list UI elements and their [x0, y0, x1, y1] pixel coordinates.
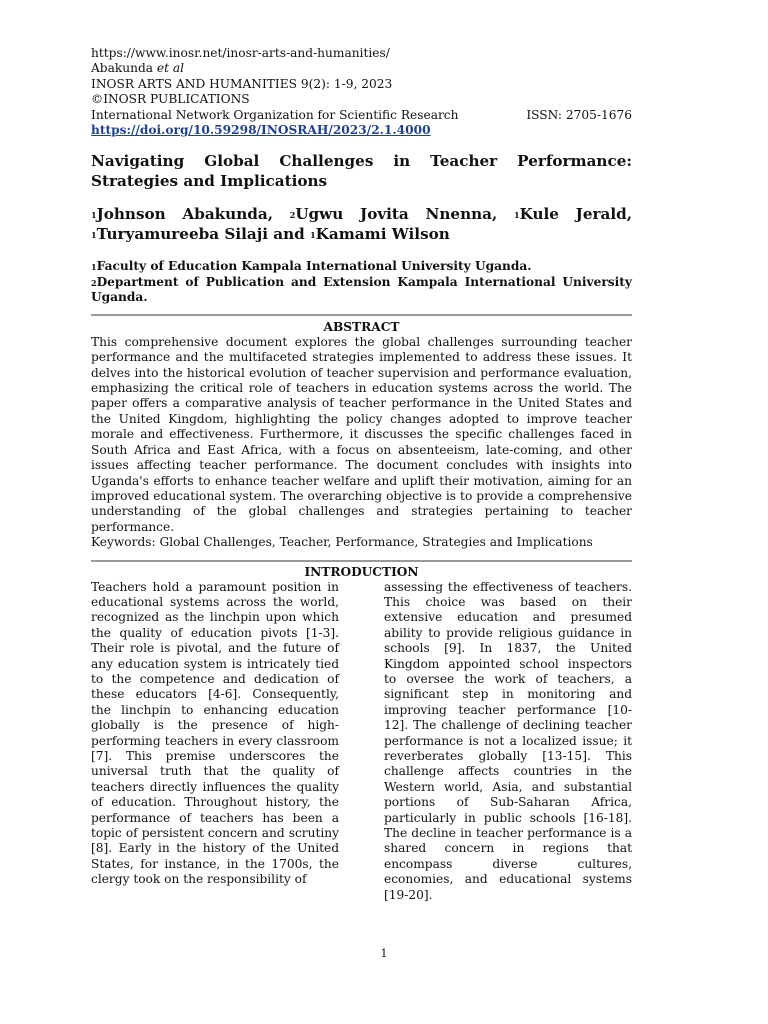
author-name: Kamami Wilson [315, 224, 450, 243]
issn: ISSN: 2705-1676 [526, 107, 632, 122]
org-issn-row [91, 108, 632, 123]
keywords: Keywords: Global Challenges, Teacher, Performance, Strategies and Implications [91, 535, 593, 550]
two-column-body [91, 580, 632, 904]
author-short: Abakunda [91, 61, 154, 76]
author-list [91, 205, 632, 244]
affiliation [91, 275, 632, 306]
affiliation-text: Faculty of Education Kampala International University Uganda. [96, 259, 532, 274]
author-sup: 1 [91, 210, 97, 221]
organization: International Network Organization for Scientific Research [91, 107, 459, 122]
author-sup: 2 [289, 210, 296, 221]
author-sup: 1 [310, 229, 316, 240]
abstract-body: This comprehensive document explores the global challenges surrounding teacher performance and the multifaceted strategies implemented to address these issues. It delves into the historical evolution of teacher supervision and performance evaluation, emphasizing the critical role of teachers in education systems across the world. The paper offers a comparative analysis of teacher performance in the United States and the United Kingdom, highlighting the policy changes adopted to improve teacher morale and effectiveness. Furthermore, it discusses the specific challenges faced in South Africa and East Africa, with a focus on absenteeism, late-coming, and other issues affecting teacher performance. The document concludes with insights into Uganda's efforts to enhance teacher welfare and uplift their motivation, aiming for an improved educational system. The overarching objective is to provide a comprehensive understanding of the global challenges and strategies pertaining to teacher performance. [91, 334, 632, 534]
journal-header [91, 46, 632, 138]
journal-url[interactable]: https://www.inosr.net/inosr-arts-and-humanities/ [91, 46, 390, 60]
intro-column-right: assessing the effectiveness of teachers. This choice was based on their extensive education and presumed ability to provide religious guidance in schools [9]. In 1837, the United Kingdom appointed school inspectors to oversee the work of teachers, a significant step in monitoring and improving teacher performance [10-12]. The challenge of declining teacher performance is not a localized issue; it reverberates globally [13-15]. This challenge affects countries in the Western world, Asia, and substantial portions of Sub-Saharan Africa, particularly in public schools [16-18]. The decline in teacher performance is a shared concern in regions that encompass diverse cultures, economies, and educational systems [19-20]. [384, 579, 632, 902]
intro-column-left: Teachers hold a paramount position in educational systems across the world, recognized as the linchpin upon which the quality of education pivots [1-3]. Their role is pivotal, and the future of any education system is intricately tied to the competence and dedication of these educators [4-6]. Consequently, the linchpin to enhancing education globally is the presence of high-performing teachers in every classroom [7]. This premise underscores the universal truth that the quality of teachers directly influences the quality of education. Throughout history, the performance of teachers has been a topic of persistent concern and scrutiny [8]. Early in the history of the United States, for instance, in the 1700s, the clergy took on the responsibility of [91, 579, 339, 887]
author-name: Ugwu Jovita Nnenna, [295, 205, 498, 224]
publisher: ©INOSR PUBLICATIONS [91, 92, 250, 107]
paper-title: Navigating Global Challenges in Teacher Performance: Strategies and Implications [91, 152, 632, 190]
page-number: 1 [380, 947, 388, 960]
affiliations [91, 259, 632, 306]
journal-citation: INOSR ARTS AND HUMANITIES 9(2): 1-9, 2023 [91, 76, 393, 91]
divider [91, 314, 632, 316]
doi-link[interactable]: https://doi.org/10.59298/INOSRAH/2023/2.1.4000 [91, 123, 431, 138]
affiliation-sup: 1 [91, 262, 97, 273]
abstract-heading: ABSTRACT [323, 319, 400, 334]
running-author [91, 61, 632, 76]
author-sup: 1 [514, 210, 520, 221]
author-name: Kule Jerald, [519, 205, 632, 224]
author-name: Johnson Abakunda, [96, 205, 274, 224]
affiliation [91, 259, 632, 275]
affiliation-sup: 2 [91, 277, 97, 288]
author-sup: 1 [91, 229, 97, 240]
affiliation-text: Department of Publication and Extension Kampala International University Uganda. [91, 274, 632, 305]
divider [91, 560, 632, 562]
author-etal: et al [156, 61, 185, 76]
paper-page [91, 46, 632, 903]
author-name: Turyamureeba Silaji and [96, 224, 305, 243]
introduction-heading: INTRODUCTION [304, 564, 419, 579]
